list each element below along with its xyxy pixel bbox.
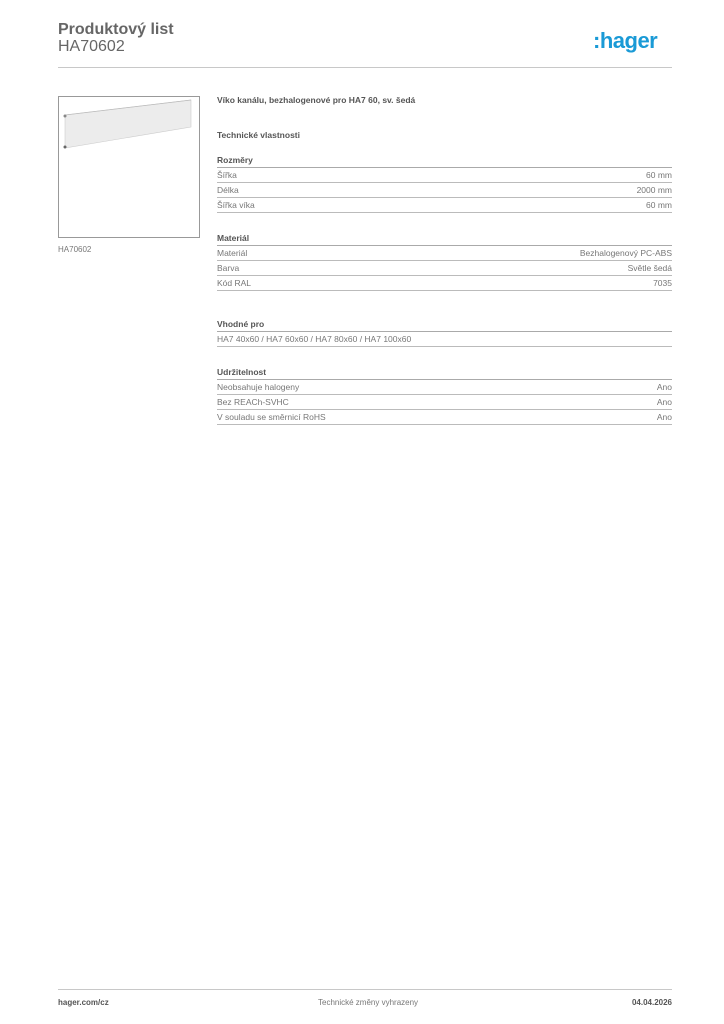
image-caption: HA70602 bbox=[58, 245, 92, 254]
spec-row bbox=[217, 276, 672, 291]
spec-value: Světle šedá bbox=[627, 263, 672, 273]
group-title: Materiál bbox=[217, 233, 672, 246]
spec-value: 7035 bbox=[653, 278, 672, 288]
spec-label: Materiál bbox=[217, 248, 248, 258]
spec-value: Ano bbox=[656, 412, 672, 422]
spec-row bbox=[217, 332, 672, 347]
spec-row bbox=[217, 410, 672, 425]
group-material bbox=[217, 233, 672, 291]
section-title: Technické vlastnosti bbox=[217, 130, 300, 140]
spec-label: Délka bbox=[217, 185, 239, 195]
spec-row bbox=[217, 395, 672, 410]
group-title: Vhodné pro bbox=[217, 319, 672, 332]
group-suitable-for bbox=[217, 319, 672, 347]
spec-label: V souladu se směrnicí RoHS bbox=[217, 412, 326, 422]
group-dimensions bbox=[217, 155, 672, 213]
spec-label: Barva bbox=[217, 263, 240, 273]
cover-strip-icon bbox=[59, 97, 199, 237]
spec-section bbox=[217, 95, 672, 445]
spec-row bbox=[217, 168, 672, 183]
spec-label: Neobsahuje halogeny bbox=[217, 382, 300, 392]
footer-website[interactable]: hager.com/cz bbox=[58, 998, 109, 1007]
footer-date: 04.04.2026 bbox=[631, 998, 672, 1007]
spec-row bbox=[217, 380, 672, 395]
group-title: Udržitelnost bbox=[217, 367, 672, 380]
footer-notice: Technické změny vyhrazeny bbox=[318, 998, 419, 1007]
spec-label: Bez REACh-SVHC bbox=[217, 397, 289, 407]
spec-value: Ano bbox=[656, 382, 672, 392]
spec-value: 60 mm bbox=[646, 200, 672, 210]
product-title: Víko kanálu, bezhalogenové pro HA7 60, sv. šedá bbox=[217, 95, 416, 105]
spec-row bbox=[217, 246, 672, 261]
hager-logo: :hager bbox=[593, 28, 658, 53]
spec-row bbox=[217, 198, 672, 213]
spec-label: HA7 40x60 / HA7 60x60 / HA7 80x60 / HA7 100x60 bbox=[217, 334, 412, 344]
spec-value: Bezhalogenový PC-ABS bbox=[579, 248, 672, 258]
header-divider bbox=[58, 67, 672, 68]
group-title: Rozměry bbox=[217, 155, 672, 168]
group-sustainability bbox=[217, 367, 672, 425]
document-title: Produktový list bbox=[58, 21, 174, 38]
spec-row bbox=[217, 261, 672, 276]
footer-divider bbox=[58, 989, 672, 990]
product-image bbox=[58, 96, 200, 238]
spec-label: Šířka bbox=[217, 170, 237, 180]
spec-value: 2000 mm bbox=[636, 185, 672, 195]
product-code: HA70602 bbox=[58, 38, 125, 55]
spec-value: 60 mm bbox=[646, 170, 672, 180]
spec-label: Šířka víka bbox=[217, 200, 255, 210]
spec-row bbox=[217, 183, 672, 198]
spec-value: Ano bbox=[656, 397, 672, 407]
spec-label: Kód RAL bbox=[217, 278, 252, 288]
